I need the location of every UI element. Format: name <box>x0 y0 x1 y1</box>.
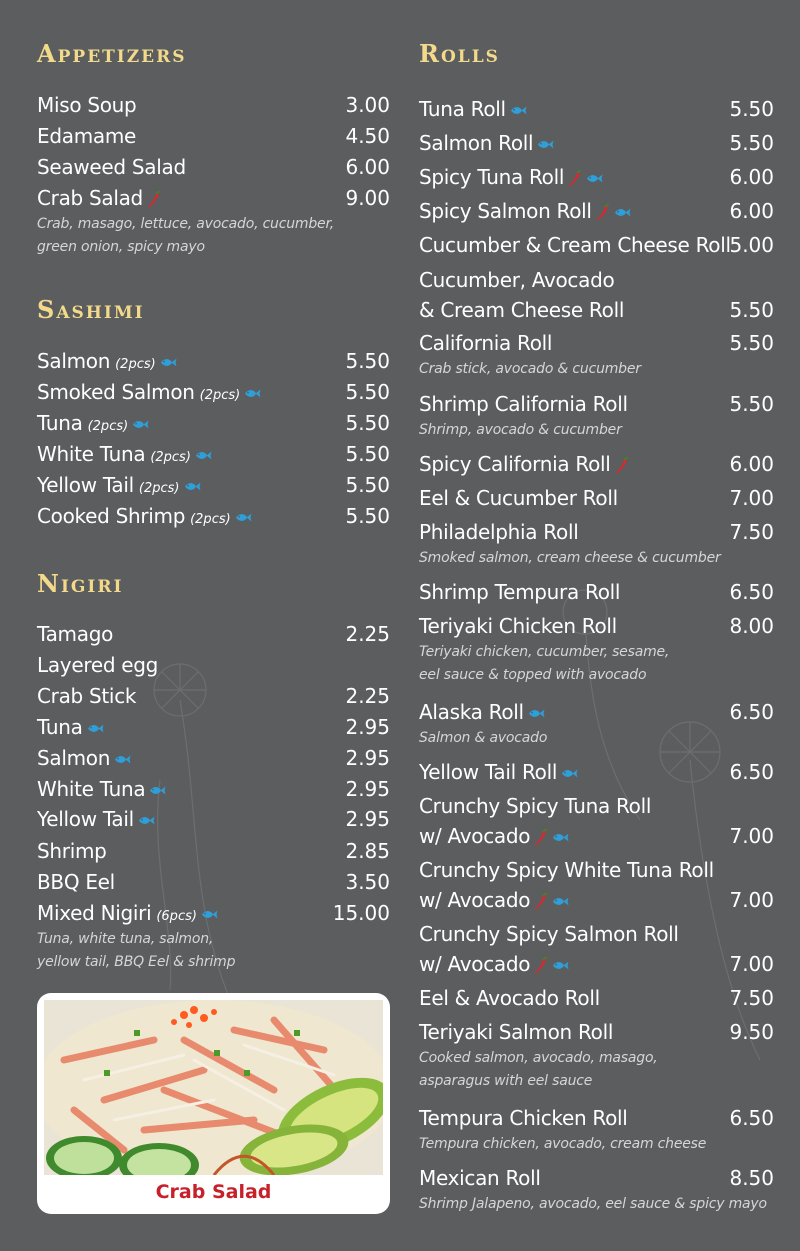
menu-item <box>419 94 774 124</box>
menu-item-name-line <box>419 389 628 419</box>
menu-item <box>419 983 774 1013</box>
menu-item-name: Mixed Nigiri <box>37 901 152 925</box>
menu-item-name-line-2 <box>419 885 569 915</box>
menu-item-name: Alaska Roll <box>419 700 524 724</box>
fish-icon <box>149 785 166 796</box>
menu-item-name-line <box>419 855 714 885</box>
fish-icon <box>132 419 149 430</box>
menu-item-name: Shrimp California Roll <box>419 392 628 416</box>
menu-item-name: Edamame <box>37 124 137 148</box>
fish-icon <box>552 896 569 907</box>
menu-item <box>419 1163 774 1216</box>
menu-item-name: Tuna Roll <box>419 97 506 121</box>
menu-item-price: 7.00 <box>729 486 774 510</box>
chili-icon <box>147 191 161 209</box>
menu-item <box>37 619 390 649</box>
menu-item-name-line <box>37 377 261 411</box>
menu-item <box>419 791 774 851</box>
menu-item-price: 7.50 <box>729 520 774 544</box>
menu-item-name: Mexican Roll <box>419 1166 541 1190</box>
fish-icon <box>586 173 603 184</box>
menu-item <box>419 855 774 915</box>
menu-item <box>37 346 390 376</box>
menu-item <box>37 867 390 897</box>
menu-item-name-line <box>37 650 158 680</box>
menu-item-name: Smoked Salmon <box>37 380 195 404</box>
menu-item-price: 7.50 <box>729 986 774 1010</box>
chili-icon <box>534 893 548 911</box>
menu-item-price: 4.50 <box>345 124 390 148</box>
menu-item-name-line <box>37 90 136 120</box>
menu-item-name: Tamago <box>37 622 114 646</box>
menu-item-price: 3.50 <box>345 870 390 894</box>
menu-item <box>419 757 774 787</box>
menu-item-name: California Roll <box>419 331 553 355</box>
menu-item-name: Shrimp <box>37 839 107 863</box>
menu-item-price: 7.00 <box>729 888 774 912</box>
menu-item <box>37 501 390 531</box>
menu-item <box>37 152 390 182</box>
menu-item-name-line <box>37 439 212 473</box>
menu-item-description: eel sauce & topped with avocado <box>419 667 647 683</box>
menu-item <box>419 128 774 158</box>
menu-item-quantity: (2pcs) <box>199 388 241 403</box>
fish-icon <box>195 450 212 461</box>
fish-icon <box>614 207 631 218</box>
menu-item-name: Miso Soup <box>37 93 137 117</box>
menu-item-price: 6.50 <box>729 760 774 784</box>
menu-item-name-line <box>419 517 578 547</box>
fish-icon <box>114 754 131 765</box>
menu-item-price: 15.00 <box>332 901 390 925</box>
menu-item-description: Cooked salmon, avocado, masago, <box>419 1050 658 1066</box>
menu-item-name: White Tuna <box>37 442 146 466</box>
menu-item-name-line <box>37 619 113 649</box>
menu-item-price: 5.50 <box>729 298 774 322</box>
menu-item-name-line <box>419 577 620 607</box>
menu-item-price: 5.50 <box>345 504 390 528</box>
menu-item-price: 2.25 <box>345 684 390 708</box>
menu-item-name: Spicy Tuna Roll <box>419 165 565 189</box>
crab-salad-photo-card <box>37 993 390 1214</box>
menu-item-price: 5.50 <box>729 331 774 355</box>
menu-item-name-line <box>37 743 131 773</box>
menu-item-name: Tuna <box>37 715 83 739</box>
chili-icon <box>534 829 548 847</box>
menu-item-price: 2.85 <box>345 839 390 863</box>
menu-item-price: 7.00 <box>729 824 774 848</box>
menu-item-quantity: (2pcs) <box>115 357 156 372</box>
menu-item-price: 5.50 <box>345 380 390 404</box>
menu-item-name: Spicy Salmon Roll <box>419 199 592 223</box>
menu-item-name-line <box>419 1163 541 1193</box>
chili-icon <box>615 457 629 475</box>
menu-item-name-line <box>37 346 177 380</box>
menu-item-description: Smoked salmon, cream cheese & cucumber <box>419 550 721 566</box>
chili-icon <box>568 170 582 188</box>
menu-item-price: 9.00 <box>345 186 390 210</box>
menu-item <box>37 121 390 151</box>
menu-item-price: 7.00 <box>729 952 774 976</box>
fish-icon <box>537 139 554 150</box>
menu-item-name-line <box>419 697 545 727</box>
menu-item-name-line <box>419 230 731 260</box>
menu-item <box>419 328 774 381</box>
menu-item-description: Salmon & avocado <box>419 730 548 746</box>
menu-item-name: Tuna <box>37 411 83 435</box>
menu-item-name-continued: w/ Avocado <box>419 952 531 976</box>
menu-item-quantity: (2pcs) <box>87 419 129 434</box>
fish-icon <box>552 832 569 843</box>
menu-item-name: Crunchy Spicy Tuna Roll <box>419 794 652 818</box>
fish-icon <box>160 357 177 368</box>
fish-icon <box>552 960 569 971</box>
menu-item-price: 2.95 <box>345 746 390 770</box>
menu-item-name: Yellow Tail <box>37 807 134 831</box>
menu-item-name-line <box>419 328 552 358</box>
photo-caption: Crab Salad <box>155 1181 272 1203</box>
menu-item-name: BBQ Eel <box>37 870 115 894</box>
menu-item <box>37 470 390 500</box>
menu-item-description: Teriyaki chicken, cucumber, sesame, <box>419 644 670 660</box>
menu-item-price: 2.95 <box>345 807 390 831</box>
menu-item-name-line <box>419 1103 628 1133</box>
menu-item <box>419 449 774 479</box>
menu-item-name: Cucumber, Avocado <box>419 268 615 292</box>
menu-item <box>419 265 774 325</box>
menu-item-price: 8.00 <box>729 614 774 638</box>
menu-item-name-line <box>37 408 149 442</box>
menu-item-name-line <box>419 196 631 226</box>
menu-item-price: 2.95 <box>345 777 390 801</box>
menu-item <box>419 1017 774 1093</box>
menu-item-name-line <box>419 265 614 295</box>
menu-item-name: White Tuna <box>37 777 146 801</box>
menu-item-name-line <box>37 712 104 742</box>
menu-item <box>37 681 390 711</box>
menu-item-name-line <box>419 919 679 949</box>
menu-item <box>419 611 774 687</box>
menu-item <box>37 90 390 120</box>
menu-item-name-line <box>37 183 161 213</box>
menu-item-name-line <box>37 501 252 535</box>
menu-item-name-line-2 <box>419 821 569 851</box>
menu-item-description: Tempura chicken, avocado, cream cheese <box>419 1136 707 1152</box>
menu-item <box>37 408 390 438</box>
menu-item-name-continued: w/ Avocado <box>419 824 531 848</box>
menu-item-price: 5.50 <box>729 97 774 121</box>
menu-item-quantity: (2pcs) <box>138 481 180 496</box>
menu-item <box>419 230 774 260</box>
menu-item <box>419 483 774 513</box>
menu-item <box>419 162 774 192</box>
menu-item-name: Salmon Roll <box>419 131 534 155</box>
menu-item-price: 5.50 <box>345 473 390 497</box>
menu-item <box>419 196 774 226</box>
menu-item-name: Yellow Tail Roll <box>419 760 558 784</box>
menu-item-name: Salmon <box>37 349 111 373</box>
menu-item-name: Philadelphia Roll <box>419 520 579 544</box>
menu-item-name-continued: & Cream Cheese Roll <box>419 298 625 322</box>
fish-icon <box>561 768 578 779</box>
menu-item-name-line <box>419 483 618 513</box>
menu-item <box>419 919 774 979</box>
menu-item-name: Crunchy Spicy Salmon Roll <box>419 922 679 946</box>
menu-item-description: Shrimp, avocado & cucumber <box>419 422 622 438</box>
menu-item-price: 6.00 <box>345 155 390 179</box>
menu-item-name-line <box>37 836 107 866</box>
menu-item-price: 5.50 <box>345 442 390 466</box>
menu-item-price: 6.00 <box>729 199 774 223</box>
menu-item <box>37 650 390 680</box>
menu-item-name: Layered egg <box>37 653 159 677</box>
menu-item-name-line <box>419 449 629 479</box>
chili-icon <box>596 204 610 222</box>
menu-item-price: 5.00 <box>729 233 774 257</box>
menu-item-price: 6.00 <box>729 452 774 476</box>
menu-item-name-line <box>419 757 578 787</box>
fish-icon <box>510 105 527 116</box>
menu-item <box>37 377 390 407</box>
menu-item-name-line-2 <box>419 949 569 979</box>
menu-item-name-line <box>419 983 600 1013</box>
menu-item-name-line <box>37 867 115 897</box>
menu-item-name-line <box>37 774 166 804</box>
menu-item-name-line <box>419 611 617 641</box>
menu-item-name: Teriyaki Salmon Roll <box>419 1020 614 1044</box>
menu-item <box>37 774 390 804</box>
menu-item-name: Yellow Tail <box>37 473 134 497</box>
nigiri-heading: Nigiri <box>37 569 124 598</box>
crab-salad-photo <box>44 1000 383 1175</box>
menu-item-name-line <box>419 94 527 124</box>
menu-item-name: Crab Salad <box>37 186 143 210</box>
menu-item <box>37 898 390 974</box>
menu-item-price: 6.50 <box>729 580 774 604</box>
menu-item <box>37 743 390 773</box>
menu-item-name-line <box>419 128 554 158</box>
menu-item-description: Crab stick, avocado & cucumber <box>419 361 641 377</box>
menu-item-name: Crab Stick <box>37 684 137 708</box>
menu-item-name: Spicy California Roll <box>419 452 611 476</box>
sashimi-heading: Sashimi <box>37 295 145 324</box>
menu-item-price: 5.50 <box>729 392 774 416</box>
menu-item-name-line <box>37 121 136 151</box>
menu-item-price: 2.25 <box>345 622 390 646</box>
menu-item-name-line <box>419 791 651 821</box>
menu-item-name-continued: w/ Avocado <box>419 888 531 912</box>
menu-item-name: Crunchy Spicy White Tuna Roll <box>419 858 714 882</box>
fish-icon <box>235 512 252 523</box>
fish-icon <box>528 708 545 719</box>
menu-item-name: Shrimp Tempura Roll <box>419 580 621 604</box>
menu-item-price: 3.00 <box>345 93 390 117</box>
menu-item-price: 8.50 <box>729 1166 774 1190</box>
menu-item-quantity: (2pcs) <box>190 512 231 527</box>
menu-item <box>37 712 390 742</box>
menu-item-name-line <box>37 152 186 182</box>
menu-item-name-line <box>419 1017 613 1047</box>
menu-item <box>37 183 390 259</box>
menu-item <box>419 577 774 607</box>
menu-item-name-line-2 <box>419 295 624 325</box>
menu-item <box>419 389 774 442</box>
fish-icon <box>87 723 104 734</box>
menu-item-name: Eel & Cucumber Roll <box>419 486 618 510</box>
menu-item-price: 6.00 <box>729 165 774 189</box>
menu-item-name-line <box>37 898 218 932</box>
menu-item <box>37 836 390 866</box>
menu-item-price: 5.50 <box>729 131 774 155</box>
menu-item-price: 6.50 <box>729 700 774 724</box>
menu-item-name: Cucumber & Cream Cheese Roll <box>419 233 731 257</box>
menu-item-name-line <box>419 162 603 192</box>
menu-item <box>419 697 774 750</box>
menu-item-price: 5.50 <box>345 411 390 435</box>
appetizers-heading: Appetizers <box>37 39 187 68</box>
menu-item-name: Tempura Chicken Roll <box>419 1106 628 1130</box>
menu-item-name: Eel & Avocado Roll <box>419 986 600 1010</box>
menu-item <box>37 439 390 469</box>
menu-item-description: Tuna, white tuna, salmon, <box>37 931 214 947</box>
fish-icon <box>184 481 201 492</box>
menu-item <box>419 517 774 570</box>
menu-item-price: 2.95 <box>345 715 390 739</box>
menu-item-name-line <box>37 804 155 834</box>
menu-item-description: yellow tail, BBQ Eel & shrimp <box>37 954 236 970</box>
menu-item-name-line <box>37 681 136 711</box>
fish-icon <box>244 388 261 399</box>
menu-item-name: Seaweed Salad <box>37 155 186 179</box>
menu-item-name: Salmon <box>37 746 111 770</box>
menu-item-price: 6.50 <box>729 1106 774 1130</box>
menu-item-description: Crab, masago, lettuce, avocado, cucumber, <box>37 216 334 232</box>
fish-icon <box>201 909 218 920</box>
menu-item-name: Teriyaki Chicken Roll <box>419 614 617 638</box>
menu-item <box>37 804 390 834</box>
menu-item-description: green onion, spicy mayo <box>37 239 205 255</box>
menu-item-quantity: (2pcs) <box>150 450 191 465</box>
menu-item-name-line <box>37 470 201 504</box>
fish-icon <box>138 815 155 826</box>
menu-item-price: 9.50 <box>729 1020 774 1044</box>
rolls-heading: Rolls <box>419 39 500 68</box>
menu-item-price: 5.50 <box>345 349 390 373</box>
chili-icon <box>534 957 548 975</box>
menu-item-description: Shrimp Jalapeno, avocado, eel sauce & spicy mayo <box>419 1196 767 1212</box>
menu-item-description: asparagus with eel sauce <box>419 1073 593 1089</box>
menu-item-quantity: (6pcs) <box>156 909 197 924</box>
menu-item <box>419 1103 774 1156</box>
menu-item-name: Cooked Shrimp <box>37 504 186 528</box>
